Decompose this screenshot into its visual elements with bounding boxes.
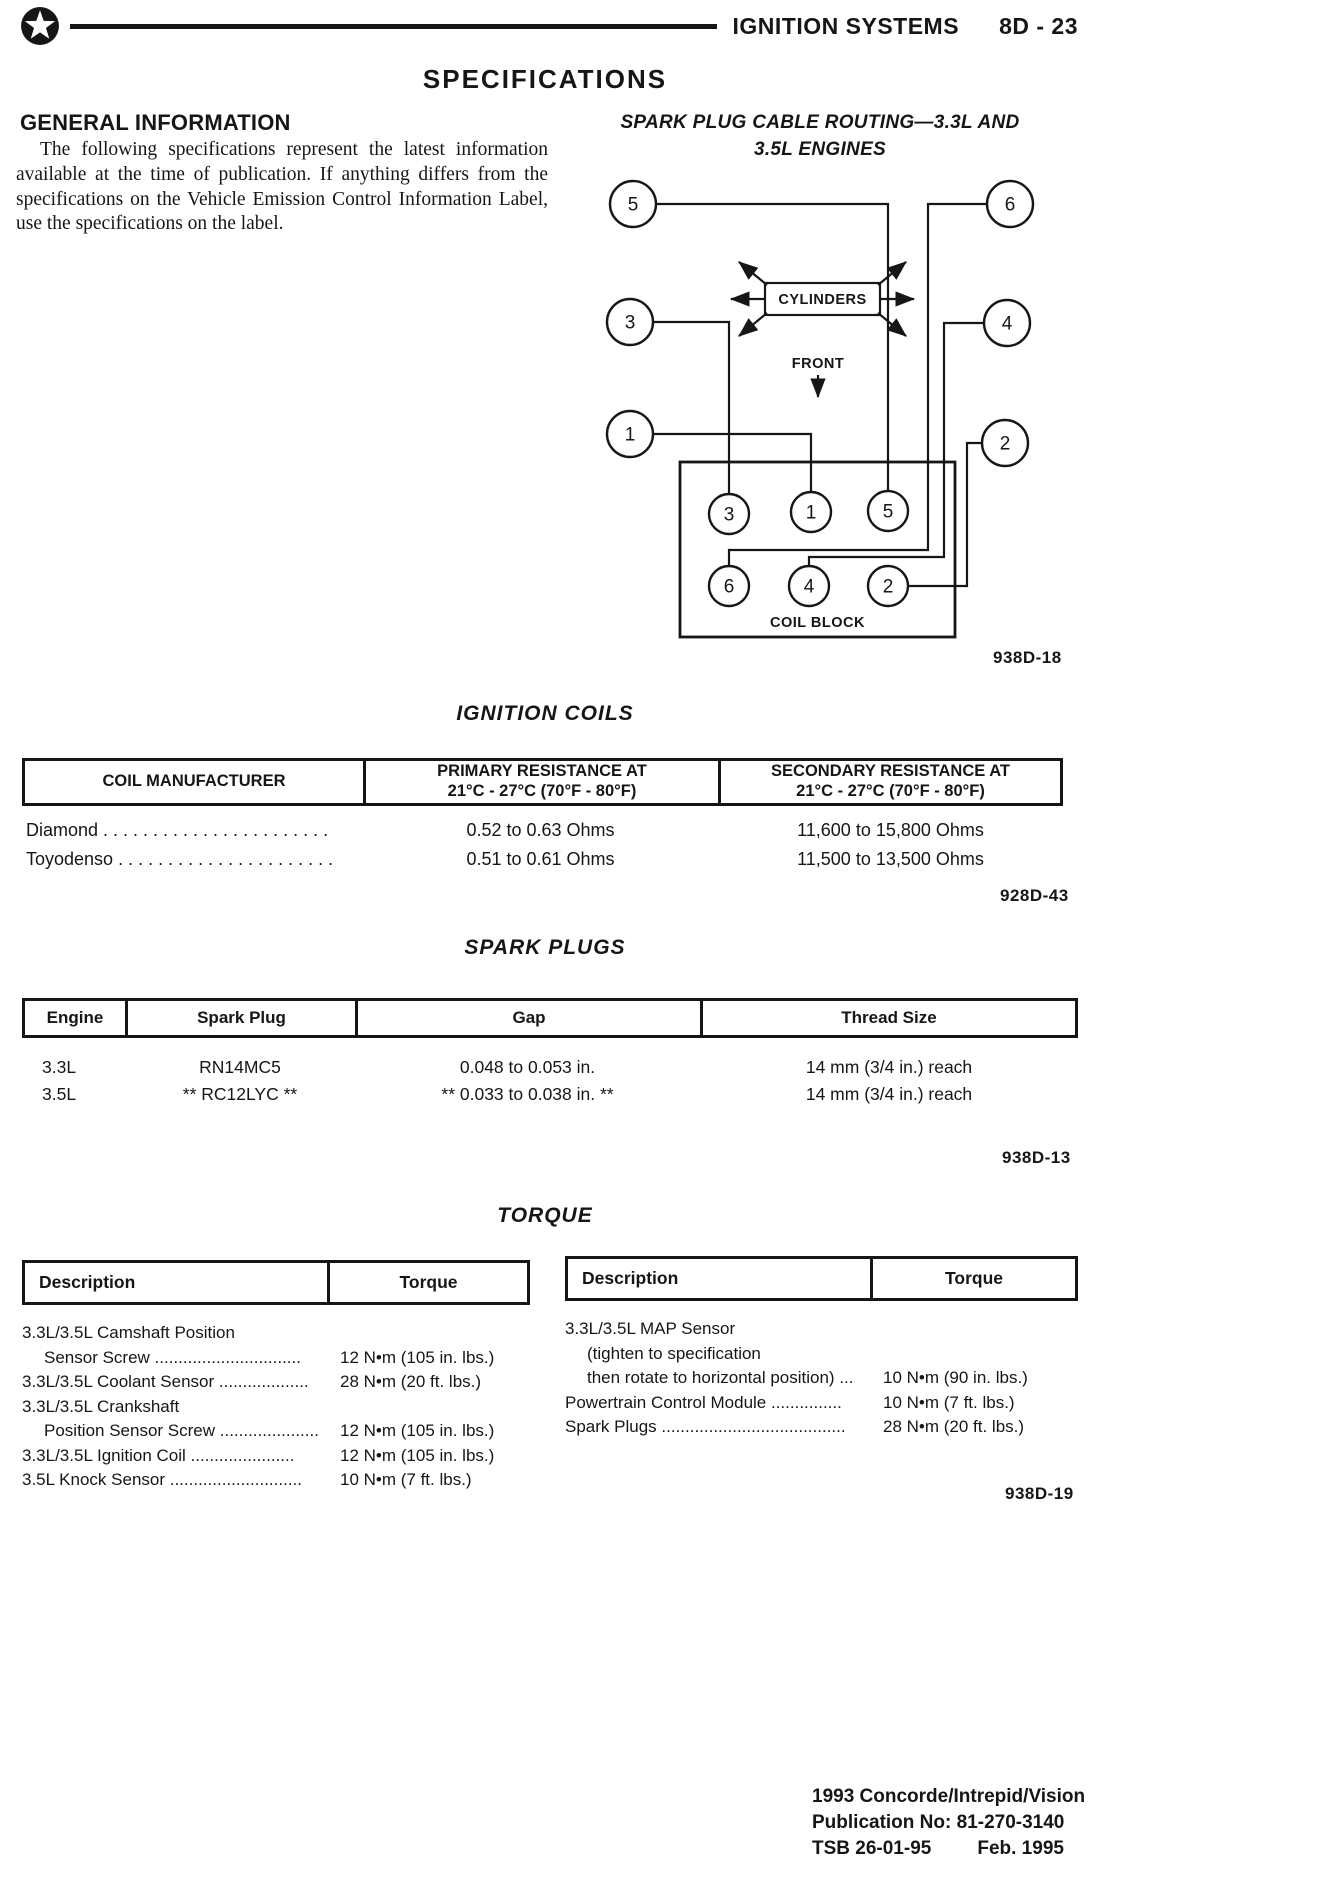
table-row bbox=[22, 816, 1063, 845]
table-row bbox=[565, 1317, 1078, 1342]
column-header-secondary-line1: SECONDARY RESISTANCE AT bbox=[771, 762, 1010, 781]
plug-number-3: 3 bbox=[624, 312, 636, 334]
column-header-torque-text: Torque bbox=[399, 1272, 458, 1292]
front-label: FRONT bbox=[791, 356, 845, 372]
footer-tsb-line bbox=[812, 1836, 1085, 1862]
torque-value: 28 N•m (20 ft. lbs.) bbox=[340, 1372, 482, 1392]
column-header-secondary-line2: 21°C - 27°C (70°F - 80°F) bbox=[796, 782, 985, 800]
table-row bbox=[565, 1415, 1078, 1440]
page-footer bbox=[812, 1784, 1085, 1862]
torque-description: Powertrain Control Module ............... bbox=[565, 1392, 842, 1412]
cylinders-label: CYLINDERS bbox=[778, 292, 867, 308]
torque-description: 3.3L/3.5L Crankshaft bbox=[22, 1396, 180, 1416]
column-header-thread-size bbox=[703, 1001, 1075, 1035]
torque-description: Sensor Screw ............................... bbox=[44, 1347, 301, 1367]
column-header-description bbox=[25, 1263, 330, 1302]
diagram-title bbox=[560, 110, 1080, 163]
table-row bbox=[22, 845, 1063, 874]
ignition-coils-body bbox=[22, 806, 1063, 874]
torque-table-left bbox=[22, 1260, 530, 1493]
torque-description: 3.3L/3.5L Coolant Sensor ................... bbox=[22, 1372, 309, 1392]
plug-number-4: 4 bbox=[1001, 313, 1013, 335]
chrysler-pentastar-logo bbox=[20, 6, 60, 46]
page-title: SPECIFICATIONS bbox=[422, 64, 668, 94]
torque-description: 3.3L/3.5L Ignition Coil ...................... bbox=[22, 1445, 295, 1465]
column-header-spark-plug bbox=[128, 1001, 358, 1035]
torque-description: Position Sensor Screw ..................... bbox=[44, 1421, 319, 1441]
table-row bbox=[22, 1370, 530, 1395]
figure-ref-torque: 938D-19 bbox=[1005, 1484, 1074, 1503]
footer-publication-line: Publication No: 81-270-3140 bbox=[812, 1812, 1065, 1833]
torque-description: (tighten to specification bbox=[587, 1343, 761, 1363]
thread-size-value: 14 mm (3/4 in.) reach bbox=[805, 1057, 973, 1077]
section-title-ignition-coils: IGNITION COILS bbox=[456, 702, 634, 725]
table-row bbox=[22, 1081, 1078, 1108]
plug-number-6: 6 bbox=[1004, 194, 1016, 216]
ignition-coils-table bbox=[22, 758, 1063, 874]
coil-block-label: COIL BLOCK bbox=[770, 615, 865, 631]
footer-vehicle-line: 1993 Concorde/Intrepid/Vision bbox=[812, 1786, 1086, 1807]
tower-number-5: 5 bbox=[882, 501, 894, 523]
column-header-torque bbox=[330, 1263, 527, 1302]
table-row bbox=[565, 1366, 1078, 1391]
column-header-engine bbox=[25, 1001, 128, 1035]
section-title-spark-plugs: SPARK PLUGS bbox=[464, 936, 626, 959]
header-text bbox=[733, 13, 1078, 40]
diagram-title-line2: 3.5L ENGINES bbox=[753, 138, 887, 160]
table-row bbox=[22, 1444, 530, 1469]
tower-number-3: 3 bbox=[723, 504, 735, 526]
general-information-heading: GENERAL INFORMATION bbox=[20, 110, 291, 135]
torque-right-header-row bbox=[565, 1256, 1078, 1301]
figure-ref-ignition-coils: 928D-43 bbox=[1000, 886, 1069, 905]
column-header-description-text: Description bbox=[39, 1272, 136, 1292]
primary-resistance: 0.51 to 0.61 Ohms bbox=[466, 849, 615, 869]
torque-value: 10 N•m (90 in. lbs.) bbox=[883, 1368, 1028, 1388]
torque-left-header-row bbox=[22, 1260, 530, 1305]
column-header-manufacturer bbox=[25, 761, 366, 803]
header-section-title: IGNITION SYSTEMS bbox=[732, 12, 960, 39]
plug-number-2: 2 bbox=[999, 433, 1011, 455]
table-row bbox=[22, 1395, 530, 1420]
plug-number-1: 1 bbox=[624, 424, 636, 446]
table-row bbox=[565, 1342, 1078, 1367]
engine-value: 3.5L bbox=[42, 1084, 77, 1104]
footer-date: Feb. 1995 bbox=[977, 1838, 1064, 1859]
table-row bbox=[565, 1391, 1078, 1416]
torque-description: Spark Plugs ....................................... bbox=[565, 1417, 846, 1437]
column-header-gap-text: Gap bbox=[512, 1007, 546, 1027]
spark-plugs-header-row bbox=[22, 998, 1078, 1038]
thread-size-value: 14 mm (3/4 in.) reach bbox=[805, 1084, 973, 1104]
diagram-title-line1: SPARK PLUG CABLE ROUTING—3.3L AND bbox=[620, 112, 1020, 133]
tower-number-2: 2 bbox=[882, 576, 894, 598]
table-row bbox=[22, 1468, 530, 1493]
gap-value: ** 0.033 to 0.038 in. ** bbox=[441, 1084, 614, 1104]
column-header-thread-size-text: Thread Size bbox=[841, 1007, 937, 1027]
torque-value: 12 N•m (105 in. lbs.) bbox=[340, 1445, 495, 1465]
spark-plug-value: RN14MC5 bbox=[199, 1057, 281, 1077]
section-title-torque: TORQUE bbox=[497, 1204, 593, 1227]
table-row bbox=[22, 1054, 1078, 1081]
torque-description: then rotate to horizontal position) ... bbox=[587, 1368, 854, 1388]
secondary-resistance: 11,500 to 13,500 Ohms bbox=[797, 849, 984, 869]
coil-manufacturer: Toyodenso . . . . . . . . . . . . . . . . . . . . . . bbox=[26, 849, 334, 869]
torque-description: 3.3L/3.5L MAP Sensor bbox=[565, 1319, 736, 1339]
coil-manufacturer: Diamond . . . . . . . . . . . . . . . . . . . . . . . bbox=[26, 820, 329, 840]
torque-description: 3.3L/3.5L Camshaft Position bbox=[22, 1323, 235, 1343]
torque-value: 12 N•m (105 in. lbs.) bbox=[340, 1421, 495, 1441]
column-header-description-text: Description bbox=[582, 1268, 679, 1288]
column-header-manufacturer-text: COIL MANUFACTURER bbox=[102, 772, 286, 791]
spark-plugs-table bbox=[22, 998, 1078, 1108]
column-header-gap bbox=[358, 1001, 703, 1035]
general-information-body: The following specifications represent the latest information available at the time of publication. If anything differs from the specifications on the Vehicle Emission Control Information Label, use the specifications on the label. bbox=[16, 139, 548, 235]
spark-plugs-body bbox=[22, 1038, 1078, 1108]
column-header-spark-plug-text: Spark Plug bbox=[197, 1007, 286, 1027]
gap-value: 0.048 to 0.053 in. bbox=[459, 1057, 596, 1077]
column-header-secondary bbox=[721, 761, 1060, 803]
column-header-torque bbox=[873, 1259, 1075, 1298]
tower-number-4: 4 bbox=[803, 576, 815, 598]
plug-number-5: 5 bbox=[627, 194, 639, 216]
tower-number-1: 1 bbox=[805, 502, 817, 524]
spark-plug-routing-diagram bbox=[555, 165, 1100, 670]
torque-value: 12 N•m (105 in. lbs.) bbox=[340, 1347, 495, 1367]
torque-value: 10 N•m (7 ft. lbs.) bbox=[883, 1392, 1015, 1412]
column-header-engine-text: Engine bbox=[46, 1007, 104, 1027]
torque-description: 3.5L Knock Sensor ............................ bbox=[22, 1470, 302, 1490]
column-header-primary-line2: 21°C - 27°C (70°F - 80°F) bbox=[447, 782, 637, 800]
figure-ref-diagram: 938D-18 bbox=[993, 648, 1062, 667]
column-header-description bbox=[568, 1259, 873, 1298]
torque-table-right bbox=[565, 1256, 1078, 1440]
header-page-number: 8D - 23 bbox=[999, 12, 1078, 39]
secondary-resistance: 11,600 to 15,800 Ohms bbox=[797, 820, 984, 840]
table-row bbox=[22, 1419, 530, 1444]
tower-number-6: 6 bbox=[723, 576, 735, 598]
torque-right-body bbox=[565, 1301, 1078, 1440]
column-header-torque-text: Torque bbox=[944, 1268, 1003, 1288]
table-row bbox=[22, 1321, 530, 1346]
page-header bbox=[20, 6, 1078, 46]
footer-tsb: TSB 26-01-95 bbox=[812, 1838, 932, 1859]
table-row bbox=[22, 1346, 530, 1371]
torque-left-body bbox=[22, 1305, 530, 1493]
engine-value: 3.3L bbox=[42, 1057, 77, 1077]
torque-value: 10 N•m (7 ft. lbs.) bbox=[340, 1470, 472, 1490]
primary-resistance: 0.52 to 0.63 Ohms bbox=[466, 820, 615, 840]
ignition-coils-header-row bbox=[22, 758, 1063, 806]
torque-value: 28 N•m (20 ft. lbs.) bbox=[883, 1417, 1025, 1437]
header-rule bbox=[70, 24, 717, 29]
column-header-primary-line1: PRIMARY RESISTANCE AT bbox=[437, 762, 647, 781]
spark-plug-value: ** RC12LYC ** bbox=[182, 1084, 298, 1104]
figure-ref-spark-plugs: 938D-13 bbox=[1002, 1148, 1071, 1167]
column-header-primary bbox=[366, 761, 721, 803]
plug-circle-numbers bbox=[625, 195, 1016, 455]
